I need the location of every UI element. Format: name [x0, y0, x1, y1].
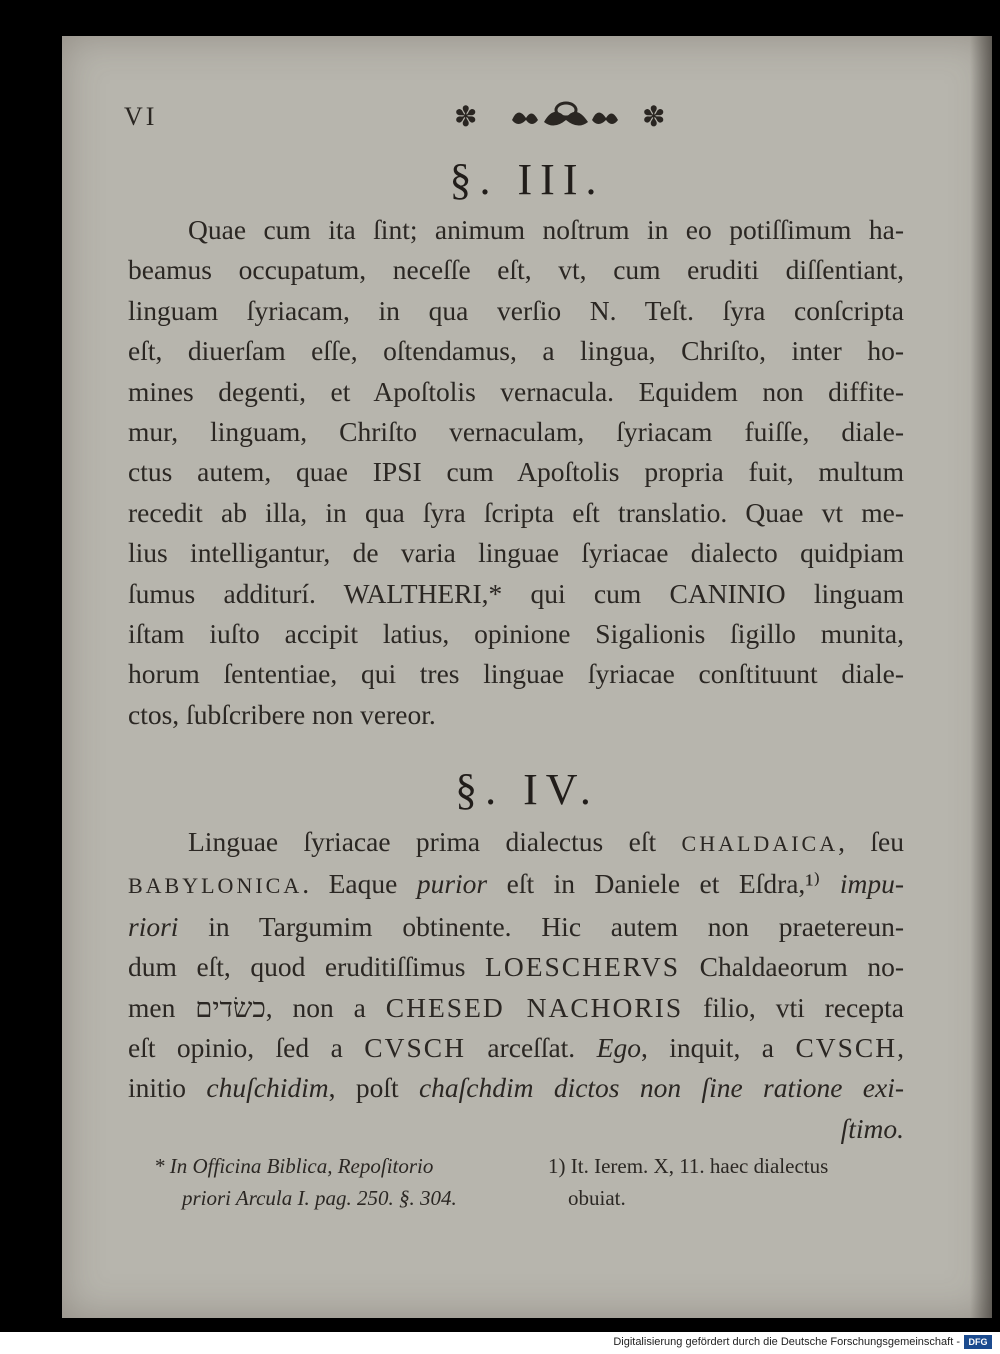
small-caps-word: BABYLONICA: [128, 873, 303, 899]
dfg-logo: DFG: [964, 1335, 992, 1349]
text-line: [128, 1068, 904, 1108]
text-line: linguam ſyriacam, in qua verſio N. Teſt. ſyra conſcripta: [128, 294, 904, 326]
text-line: [128, 822, 904, 864]
text-line: recedit ab illa, in qua ſyra ſcripta eſt translatio. Quae vt me-: [128, 496, 904, 528]
footnote-line: * In Officina Biblica, Repoſitorio: [154, 1154, 434, 1178]
text-line: [128, 907, 904, 947]
text-line: [128, 988, 904, 1028]
text-line: lius intelligantur, de varia linguae ſyriacae dialecto quidpiam: [128, 537, 904, 569]
book-page: [62, 36, 992, 1318]
text-run: , poſt: [328, 1072, 419, 1104]
text-line: [128, 947, 904, 987]
text-line: eſt, diuerſam eſſe, oſtendamus, a lingua, Chriſto, inter ho-: [128, 335, 904, 367]
italic-word: purior: [416, 868, 488, 900]
italic-word: riori: [128, 910, 179, 942]
text-line: mines degenti, et Apoſtolis vernacula. Equidem non diffite-: [128, 375, 904, 407]
text-line: ctus autem, quae IPSI cum Apoſtolis propria fuit, multum: [128, 456, 904, 488]
text-line: [128, 1028, 904, 1068]
small-caps-word: CHESED NACHORIS: [385, 991, 684, 1023]
text-run: . Eaque: [302, 868, 417, 900]
footnote-line: priori Arcula I. pag. 250. §. 304.: [182, 1186, 457, 1210]
digitization-footer: [0, 1332, 1000, 1354]
section-heading-3: §. III.: [449, 155, 605, 204]
small-caps-word: CVSCH: [795, 1032, 898, 1064]
italic-word: chaſchdim dictos non ſine ratione exi-: [418, 1072, 904, 1104]
text-run: men: [128, 991, 196, 1023]
text-run: eſt in Daniele et Eſdra,: [487, 868, 806, 900]
text-line: ctos, ſubſcribere non vereor.: [128, 698, 436, 730]
svg-text:✽: ✽: [454, 100, 478, 133]
footnote-right: [548, 1150, 918, 1214]
text-run: eſt opinio, ſed a: [128, 1032, 365, 1064]
text-run: , inquit, a: [640, 1032, 796, 1064]
italic-word: impu-: [820, 868, 904, 900]
page-shadow: [970, 36, 992, 1318]
ornament-icon: [452, 98, 682, 134]
text-run: Chaldaeorum no-: [680, 951, 904, 983]
text-line: iſtam iuſto accipit latius, opinione Sigalionis ſigillo munita,: [128, 618, 904, 650]
italic-word: chuſchidim: [206, 1072, 329, 1104]
text-line: [128, 864, 904, 906]
text-run: in Targumim obtinente. Hic autem non praetereun-: [178, 910, 904, 942]
text-run: , non a: [265, 991, 386, 1023]
funding-credit: Digitalisierung gefördert durch die Deutsche Forschungsgemeinschaft -: [613, 1336, 960, 1348]
text-run: arceſſat.: [465, 1032, 597, 1064]
footnote-left: [154, 1150, 534, 1214]
text-run: initio: [128, 1072, 207, 1104]
section-4-paragraph: [128, 822, 904, 1149]
text-line: beamus occupatum, neceſſe eſt, vt, cum eruditi diſſentiant,: [128, 254, 904, 286]
text-run: filio, vti recepta: [683, 991, 904, 1023]
small-caps-word: LOESCHERVS: [485, 951, 681, 983]
small-caps-word: CVSCH: [364, 1032, 466, 1064]
text-run: Linguae ſyriacae prima dialectus eſt: [188, 826, 682, 857]
section-heading-4: §. IV.: [455, 765, 599, 814]
text-line: Quae cum ita ſint; animum noſtrum in eo potiſſimum ha-: [188, 214, 904, 245]
page-header: [122, 102, 922, 142]
text-line: horum ſententiae, qui tres linguae ſyriacae conſtituunt diale-: [128, 658, 904, 690]
hebrew-word: כשׂדים: [195, 991, 266, 1023]
footnote-line: obuiat.: [568, 1186, 626, 1210]
section-3-paragraph: [128, 210, 904, 735]
text-run: , ſeu: [838, 826, 904, 857]
text-line: mur, linguam, Chriſto vernaculam, ſyriacam fuiſſe, diale-: [128, 416, 904, 448]
italic-word: Ego: [596, 1032, 641, 1064]
footnote-line: 1) It. Ierem. X, 11. haec dialectus: [548, 1154, 829, 1178]
page-number: VI: [124, 102, 158, 131]
small-caps-word: CHALDAICA: [681, 831, 839, 856]
text-line: ſumus additurí. WALTHERI,* qui cum CANINIO linguam: [128, 577, 904, 609]
text-run: dum eſt, quod eruditiſſimus: [128, 951, 486, 983]
footnote-marker: ¹⁾: [805, 868, 821, 900]
text-line: ſtimo.: [840, 1112, 904, 1144]
text-run: ,: [897, 1032, 905, 1064]
svg-text:✽: ✽: [642, 100, 666, 133]
